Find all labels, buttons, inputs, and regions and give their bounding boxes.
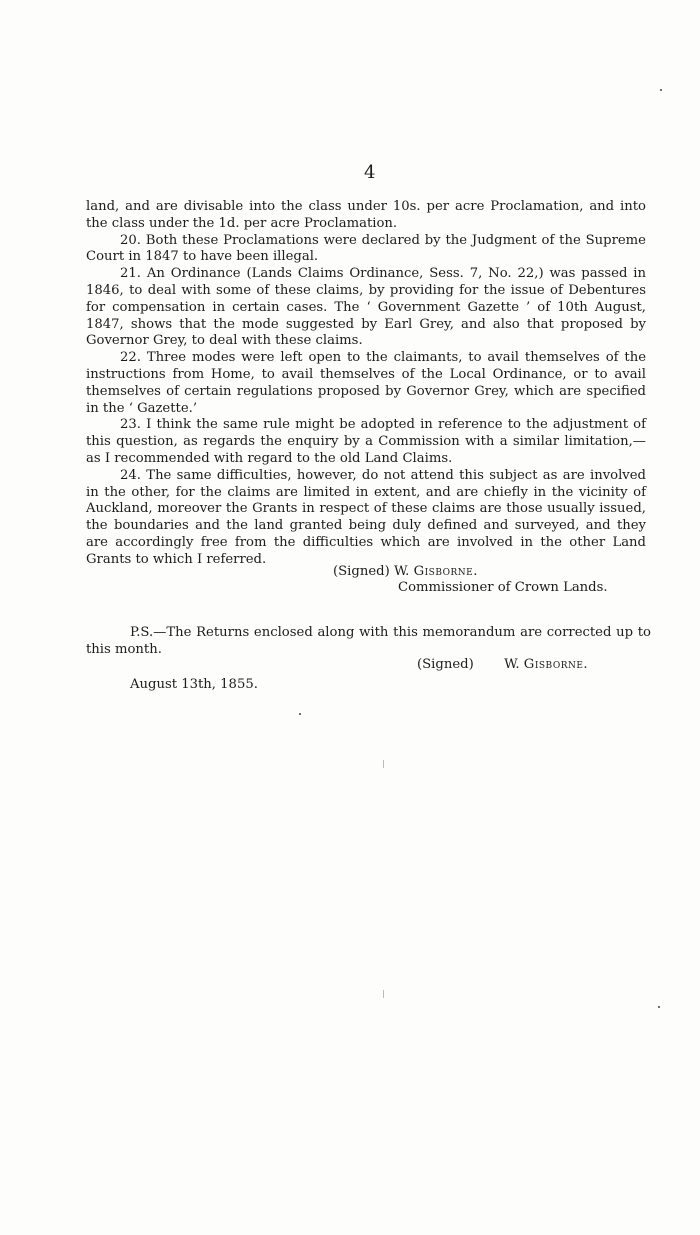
postscript-signatory-initial: W. <box>504 657 520 672</box>
postscript <box>86 624 651 658</box>
memorandum-body <box>86 199 646 569</box>
paragraph-23: 23. I think the same rule might be adopted in reference to the adjustment of this question, as regards the enquiry by a Commission with a similar limitation,—as I recommended with regard to the old Land Claims. <box>86 417 646 466</box>
memorandum-date: August 13th, 1855. <box>130 677 258 692</box>
page-number: 4 <box>364 162 376 183</box>
paragraph-22: 22. Three modes were left open to the claimants, to avail themselves of the instructions from Home, to avail themselves of the Local Ordinance, or to avail themselves of certain regulations proposed by Governor Grey, which are specified in the ‘ Gazette.’ <box>86 350 646 416</box>
postscript-signed-label: (Signed) <box>417 657 474 672</box>
postscript-text: P.S.—The Returns enclosed along with this memorandum are corrected up to this month. <box>86 625 651 657</box>
signatory-initial: W. <box>393 564 410 579</box>
paragraph-continuation: land, and are divisable into the class under 10s. per acre Proclamation, and into the class under the 1d. per acre Proclamation. <box>86 199 646 231</box>
signature-line <box>333 564 478 581</box>
ink-speck <box>299 713 301 715</box>
signatory-title: Commissioner of Crown Lands. <box>398 580 608 595</box>
paragraph-24: 24. The same difficulties, however, do not attend this subject as are involved in the other, for the claims are limited in extent, and are chiefly in the vicinity of Auckland, moreover the Grants in respect of these claims are those usually issued, the boundaries and the land granted being duly defined and surveyed, and they are accordingly free from the difficulties which are involved in the other Land Grants to which I referred. <box>86 467 646 567</box>
postscript-signature-line <box>417 657 588 674</box>
postscript-signatory-name: Gisborne. <box>523 657 589 672</box>
paper-mark <box>383 990 384 998</box>
paragraph-20: 20. Both these Proclamations were declared by the Judgment of the Supreme Court in 1847 to have been illegal. <box>86 232 646 265</box>
paragraph-21: 21. An Ordinance (Lands Claims Ordinance, Sess. 7, No. 22,) was passed in 1846, to deal with some of these claims, by providing for the issue of Debentures for compensation in certain cases. The ‘ Government Gazette ’ of 10th August, 1847, shows that the mode suggested by Earl Grey, and also that proposed by Governor Grey, to deal with these claims. <box>86 266 646 349</box>
signed-label: (Signed) <box>333 564 390 579</box>
ink-speck <box>658 1006 660 1008</box>
signatory-name: Gisborne. <box>413 564 478 579</box>
ink-speck <box>660 89 662 91</box>
paper-mark <box>383 760 384 768</box>
